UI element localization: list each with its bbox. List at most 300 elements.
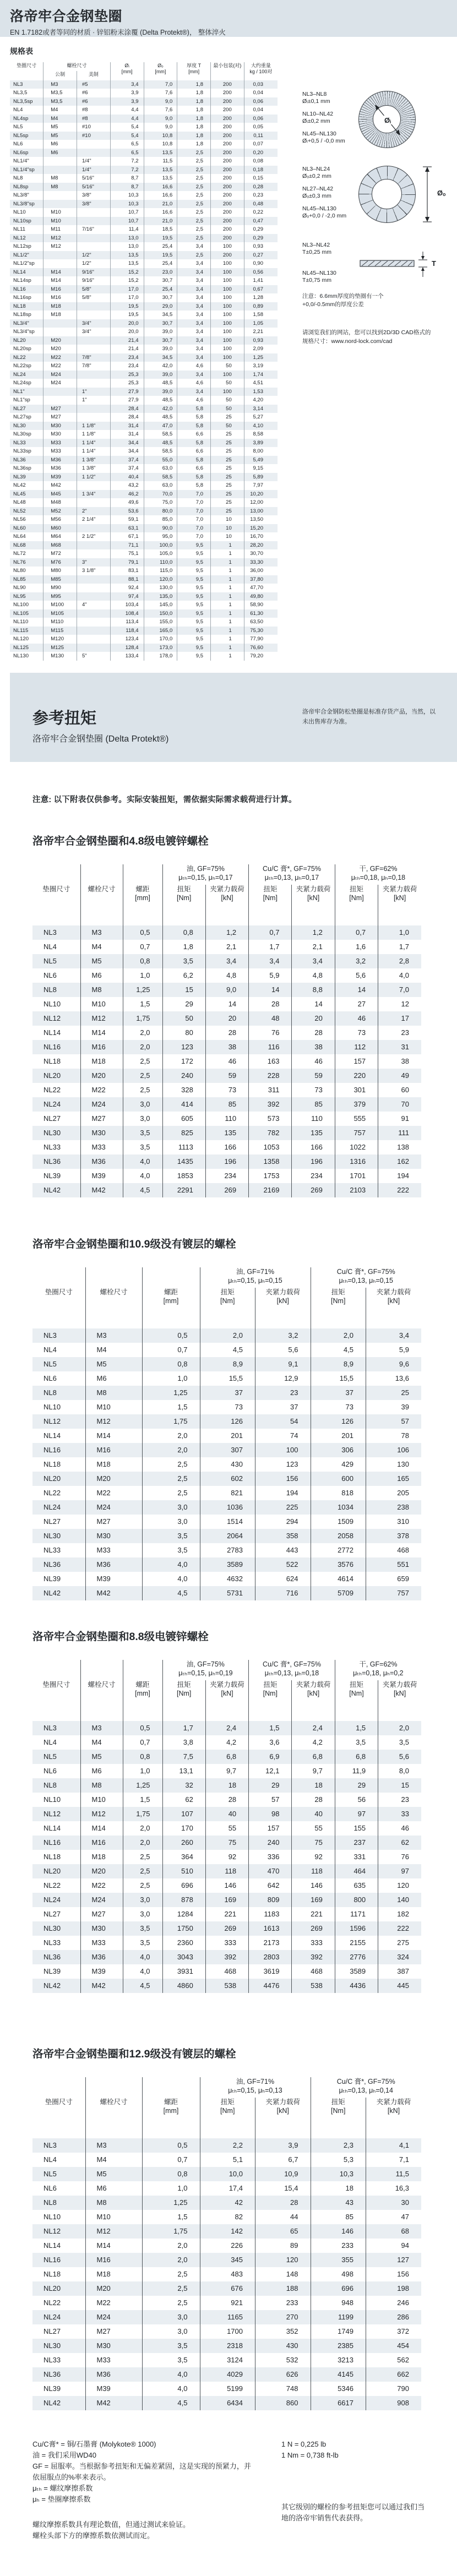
cell [43,319,77,328]
table-row [32,2153,421,2167]
cell: 127 [366,2253,422,2267]
cell: M3 [85,1328,142,1343]
cell [77,549,111,558]
cell: 118,4 [110,627,144,635]
cell: 39,0 [144,388,177,396]
cell: 237 [335,1836,378,1850]
cell: 4,4 [110,115,144,123]
cell: 378 [366,1529,422,1543]
cell: 1750 [162,1921,205,1936]
table-row [10,353,278,362]
cell: 100 [211,259,244,268]
cell: 75 [292,1836,335,1850]
cell: 7,0 [144,80,177,89]
cell: 49,80 [244,592,278,601]
cell: NL110 [13,619,29,625]
cell: 200 [211,106,244,115]
cell: 6,6 [177,430,211,439]
table-row [32,2267,421,2281]
cell: 2318 [200,2339,255,2353]
cell: M16 [80,1836,123,1850]
table-row [10,174,278,183]
cell: 662 [366,2367,422,2382]
cell: 1,0 [142,1371,200,1386]
cell: 16,6 [144,183,177,192]
cell: 13,5 [110,251,144,260]
cell: 1 [211,558,244,567]
cell: 538 [205,1979,248,1993]
cell: M20 [85,2281,142,2296]
cell: 28 [292,1026,335,1040]
cell: 1,74 [244,371,278,379]
cell: 2,1 [205,940,248,954]
cell: 42,0 [144,362,177,371]
cell: M56 [43,515,77,524]
cell: NL18 [43,1460,61,1468]
cell: 3,4 [177,319,211,328]
table-row [10,97,278,106]
cell: 333 [292,1936,335,1950]
cell: 5,4 [110,132,144,140]
cell: M10 [85,2210,142,2224]
cell: 100,0 [144,541,177,550]
cell: 2,5 [177,251,211,260]
cell: 3931 [162,1964,205,1979]
col-bolt-size: 螺栓尺寸 [43,62,111,71]
table-row [32,2253,421,2267]
diagram-column [278,62,457,725]
cell: M3 [85,2138,142,2153]
cell: 443 [255,1543,311,1557]
cell: 17,0 [110,293,144,302]
table-row [32,1878,421,1893]
cell: 5,3 [311,2153,366,2167]
cell: 269 [205,1921,248,1936]
table-row [32,1821,421,1836]
cell: 0,7 [142,2153,200,2167]
cell: NL30sp [13,431,31,437]
condition-group-header: Cu/C 膏*, GF=75% μₜₕ=0,13, μₕ=0,17 [249,864,335,885]
cell: NL4 [43,943,57,951]
col-clamp-load: 夹紧力载荷 [kN] [205,1680,248,1721]
cell: 1,41 [244,276,278,285]
cell: M48 [43,498,77,507]
cell: 23 [255,1386,311,1400]
cell: 9,5 [177,618,211,627]
table-row [10,388,278,396]
cell: M4 [85,2153,142,2167]
table-row [32,997,421,1011]
cell: 551 [366,1557,422,1572]
cell: 200 [211,80,244,89]
outer-dia-label: Øₒ [437,189,446,197]
cell: 2,0 [142,1429,200,1443]
table-row [10,498,278,507]
cell [77,149,111,157]
cell: 0,5 [123,1721,162,1735]
cell: NL18 [43,2270,61,2278]
cell: 2064 [200,1529,255,1543]
condition-group-header: Cu/C 膏*, GF=75% μₜₕ=0,13, μₕ=0,18 [249,1660,335,1680]
cell: 75,0 [144,498,177,507]
table-row [10,592,278,601]
cell: 48,5 [144,379,177,388]
cell: 27 [335,997,378,1011]
cell: 14 [249,983,292,997]
table-row [32,1500,421,1515]
cell: NL20 [43,1867,61,1875]
cell: 3,4 [205,954,248,968]
table-row [32,983,421,997]
cell: 5,8 [177,439,211,448]
cell: 200 [211,157,244,166]
cell: 5/8" [77,285,111,294]
cell: 222 [378,1921,421,1936]
cell: 148 [255,2267,311,2281]
cell: 178,0 [144,652,177,661]
cell: 1022 [335,1140,378,1154]
cell [43,396,77,405]
cell: 0,04 [244,106,278,115]
table-row [32,1011,421,1026]
cell: 0,7 [249,925,292,940]
cell: 2,5 [123,1083,162,1097]
table-row [10,268,278,277]
cell: 3,4 [177,302,211,311]
cell: 55 [205,1821,248,1836]
cell: 169 [292,1893,335,1907]
cell: 17,4 [200,2181,255,2196]
cell: 310 [366,1515,422,1529]
cell: M12 [80,1807,123,1821]
cell: M27 [43,413,77,422]
cell: 392 [205,1950,248,1964]
cell: 3,9 [255,2138,311,2153]
cell: 2,0 [123,1821,162,1836]
cell: 13,5 [144,149,177,157]
cell: 2,5 [177,234,211,243]
cell: 165,0 [144,627,177,635]
cell: M33 [80,1140,123,1154]
cell: 10,3 [311,2167,366,2181]
cell: 2,8 [378,954,421,968]
cell: 0,8 [142,1357,200,1371]
table-row [32,1054,421,1069]
cell: 4,0 [378,968,421,983]
table-row [32,1572,421,1586]
cell: M20 [43,345,77,353]
cell: M110 [43,618,77,627]
cell [77,618,111,627]
cell: 126 [311,1414,366,1429]
table-row [32,1721,421,1735]
cell: 90,0 [144,524,177,533]
cell: 73 [200,1400,255,1414]
cell: 9,5 [177,541,211,550]
page-title: 洛帝牢合金钢垫圈 [10,9,123,24]
cell: NL27 [43,2327,61,2335]
cell: NL100 [13,602,29,608]
cell: 1,2 [205,925,248,940]
cell: 10,9 [255,2167,311,2181]
cell: 716 [255,1586,311,1600]
table-row [32,1750,421,1764]
cell: 15,5 [200,1371,255,1386]
table-row [32,1429,421,1443]
cell: 9,0 [205,983,248,997]
cell: M6 [85,1371,142,1386]
cell: NL1"sp [13,397,30,403]
cell: 2,1 [292,940,335,954]
cell: 1 [211,618,244,627]
cell: NL12 [43,1417,61,1425]
cell: 200 [211,200,244,209]
cell: 5,49 [244,456,278,465]
cell: NL11 [13,226,26,232]
table-row [10,627,278,635]
cell: 200 [211,183,244,192]
cell: NL8sp [13,183,29,190]
cell: 28 [205,1793,248,1807]
table-row [32,1850,421,1864]
torque-section-title: 参考扭矩 [32,709,97,727]
cell: 28,4 [110,405,144,413]
table-row [32,1328,421,1343]
cell: M33 [43,439,77,448]
cell: 3,0 [123,1893,162,1907]
cell: 1,7 [378,940,421,954]
condition-group-header: 油, GF=71% μₜₕ=0,15, μₕ=0,15 [200,1267,311,1288]
cell: #6 [77,97,111,106]
cell: 30,70 [244,549,278,558]
cell: 0,93 [244,242,278,251]
cell: NL85 [13,576,26,582]
cad-note: 请浏览我们的网站，您可以找到2D/3D CAD格式的规格尺寸：www.nord-lock.com/cad [302,329,431,345]
cell: 4,2 [205,1735,248,1750]
cell: M24 [80,1097,123,1112]
cell: NL33 [43,1546,61,1554]
col-clamp-load: 夹紧力载荷 [kN] [366,1288,422,1328]
cell [77,345,111,353]
cell: 12,1 [249,1764,292,1778]
cell: 1,5 [142,2210,200,2224]
cell: 331 [335,1850,378,1864]
table-row [32,1371,421,1386]
cell: 2169 [249,1183,292,1197]
cell: M22 [85,1486,142,1500]
cell: 10 [211,515,244,524]
cell: 123 [162,1040,205,1054]
cell: 75,1 [110,549,144,558]
cell: M20 [85,1472,142,1486]
cell: 11,5 [144,157,177,166]
cell: 75,30 [244,627,278,635]
cell: 825 [162,1126,205,1140]
cell: #5 [77,80,111,89]
cell: M12 [43,234,77,243]
cell: 260 [162,1836,205,1850]
table-row [10,524,278,533]
cell: 7,2 [110,157,144,166]
cell: 9,5 [177,549,211,558]
cell: 782 [249,1126,292,1140]
cell: NL24 [43,1100,61,1108]
table-row [32,2224,421,2239]
col-washer-size: 垫圈尺寸 [42,1680,70,1689]
cell: 1,75 [123,1807,162,1821]
cell: 70 [378,1097,421,1112]
cell: NL6 [13,141,23,147]
cell: 1,5 [142,1400,200,1414]
cell: 16,6 [144,191,177,200]
cell: 7,2 [110,166,144,175]
cell: M6 [43,140,77,149]
cell: 0,89 [244,302,278,311]
cell: 6,7 [255,2153,311,2167]
cell: NL3/4"sp [13,329,35,335]
cell: 100 [211,328,244,336]
cell: 4,0 [142,2382,200,2396]
cell: 19,5 [110,302,144,311]
cell: NL1/4" [13,158,29,164]
table-row [10,413,278,422]
cell: 0,22 [244,208,278,217]
cell: 39,0 [144,371,177,379]
cell: NL20 [43,1474,61,1483]
cell: 75 [205,1836,248,1850]
table-row [32,968,421,983]
cell: 135,0 [144,592,177,601]
cell [43,166,77,175]
washer-top-view-serrated-icon [358,91,416,148]
cell [77,524,111,533]
cell: 39,0 [144,328,177,336]
cell: 36,00 [244,567,278,575]
cell: 2,2 [200,2138,255,2153]
cell: 3,4 [177,276,211,285]
cell: M22 [43,362,77,371]
table-row [32,2181,421,2196]
cell: 2173 [249,1936,292,1950]
cell: 4,20 [244,396,278,405]
condition-group-header: Cu/C 膏*, GF=75% μₜₕ=0,13, μₕ=0,14 [311,2077,421,2098]
cell: M80 [43,567,77,575]
cell: 3,14 [244,405,278,413]
cell: NL27 [13,405,26,412]
cell: 2,5 [177,217,211,226]
cell: 110,0 [144,558,177,567]
cell: 70,0 [144,490,177,499]
cell: 48 [249,1011,292,1026]
col-clamp-load: 夹紧力载荷 [kN] [366,2098,422,2138]
table-row [10,379,278,388]
cell: 240 [249,1836,292,1850]
cell: NL24 [13,371,26,378]
cell: 3,5 [162,954,205,968]
cell: 1596 [335,1921,378,1936]
cell: M5 [43,123,77,132]
col-bolt-size: 螺栓尺寸 [80,1680,123,1721]
cell: 430 [200,1457,255,1472]
cell: 3,5 [123,1126,162,1140]
cell: 7,0 [177,498,211,507]
cell [77,627,111,635]
cell: M20 [80,1864,123,1878]
table-row [10,149,278,157]
cell: 3 1/8" [77,567,111,575]
cell: 2,5 [142,1472,200,1486]
cell: NL4 [43,2155,57,2164]
cell [43,200,77,209]
cell: M14 [43,268,77,277]
cell: 0,29 [244,225,278,234]
cell [77,644,111,652]
cell: 1171 [335,1907,378,1921]
cell: 1700 [200,2324,255,2339]
cell: M39 [43,473,77,482]
cell: 1 1/4" [77,447,111,456]
cell: 166 [292,1140,335,1154]
cell: M30 [43,422,77,431]
table-row [10,422,278,431]
cell: 37,4 [110,464,144,473]
table-row [10,652,278,661]
cell: 73 [335,1026,378,1040]
cell: 42,0 [144,405,177,413]
cell: 0,15 [244,174,278,183]
cell: 58,5 [144,430,177,439]
cell: M36 [43,464,77,473]
cell: 20,0 [110,328,144,336]
cell: NL36 [43,1953,61,1961]
cell: 15,4 [255,2181,311,2196]
cell: M12 [85,2224,142,2239]
cell: 100 [211,388,244,396]
cell: NL18 [43,1853,61,1861]
table-row [10,259,278,268]
cell: 818 [311,1486,366,1500]
cell: NL1/2"sp [13,260,35,266]
cell: 3,4 [110,80,144,89]
cell: NL56 [13,516,26,522]
footnote-item: GF = 屈服率。当根据参考扭矩和无偏差紧固，这是实现的预紧力，并依屈服点的%率来表示。 [32,2461,251,2481]
table-row [10,311,278,319]
cell: 46 [378,1821,421,1836]
cell: 1165 [200,2310,255,2324]
cell: M12 [85,1414,142,1429]
condition-group-header: 油, GF=75% μₜₕ=0,15, μₕ=0,17 [162,864,249,885]
cell: 5,8 [177,405,211,413]
table-row [10,302,278,311]
cell: NL45 [13,491,26,497]
cell: 3,2 [335,954,378,968]
cell: 44 [255,2210,311,2224]
cell: 200 [211,191,244,200]
cell: M85 [43,575,77,584]
cell: NL36 [13,456,26,463]
cell: 5/16" [77,174,111,183]
col-thickness: 厚度 T [mm] [177,62,211,80]
cell: M3 [80,1721,123,1735]
cell: NL42 [43,1981,61,1990]
cell: M3 [80,925,123,940]
cell: NL14sp [13,277,31,284]
cell: 5,8 [177,481,211,490]
cell: 7/8" [77,362,111,371]
cell: 25 [211,447,244,456]
footnote-item: 油 = 我们采用WD40 [32,2450,96,2459]
cell: 83,1 [110,567,144,575]
